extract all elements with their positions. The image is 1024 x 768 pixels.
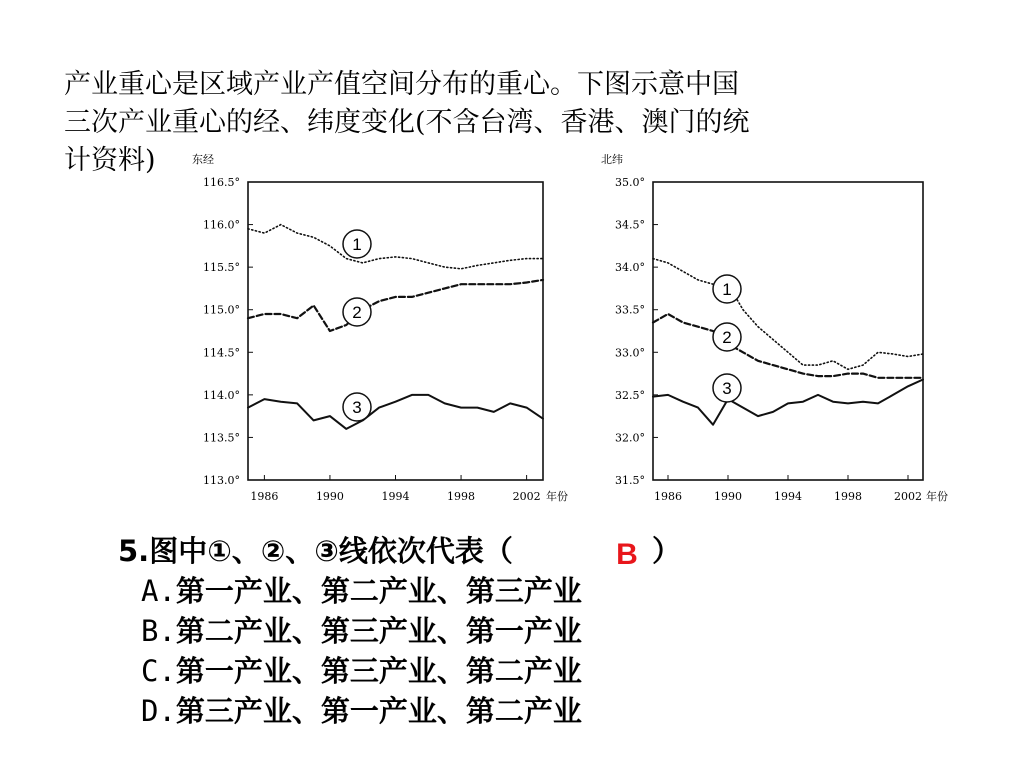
series-line-3 [248,395,543,429]
series-label: 3 [352,398,362,417]
series-label: 1 [352,235,362,254]
x-tick-label: 1990 [714,490,742,503]
x-axis-title: 年份 [546,490,568,503]
intro-line: 产业重心是区域产业产值空间分布的重心。下图示意中国 [64,69,739,100]
longitude-chart [182,148,582,520]
y-tick-label: 32.0° [615,431,645,445]
series-label: 3 [722,379,732,398]
series-line-2 [653,314,923,378]
x-tick-label: 1986 [250,490,279,503]
y-tick-label: 114.0° [203,388,240,402]
answer-mark: B [616,538,638,571]
y-tick-label: 115.5° [203,261,240,275]
series-label: 1 [722,280,732,299]
question-close-paren: ） [652,534,682,568]
option-d[interactable] [118,691,582,731]
x-tick-label: 1990 [315,490,344,503]
option-text: 第三产业、第一产业、第二产业 [175,694,582,728]
y-tick-label: 114.5° [203,346,240,360]
y-tick-label: 34.0° [615,261,645,275]
question-stem: 5.图中①、②、③线依次代表（ [118,534,513,568]
x-tick-label: 1998 [834,490,862,503]
chart-svg [582,148,982,520]
option-letter: A. [141,574,176,608]
y-tick-label: 113.0° [203,474,240,487]
series-line-1 [248,225,543,269]
y-tick-label: 33.5° [615,303,645,317]
x-tick-label: 2002 [512,490,541,503]
intro-line: 三次产业重心的经、纬度变化(不含台湾、香港、澳门的统 [64,107,750,138]
x-tick-label: 1994 [381,490,410,503]
y-tick-label: 115.0° [203,303,240,317]
option-letter: D. [141,694,176,728]
chart-svg [182,148,582,520]
y-tick-label: 113.5° [203,431,240,445]
y-tick-label: 116.0° [203,218,240,232]
x-tick-label: 1986 [654,490,682,503]
series-label: 2 [722,328,732,347]
series-label: 2 [352,303,362,322]
x-tick-label: 1998 [447,490,476,503]
option-text: 第二产业、第三产业、第一产业 [175,614,582,648]
y-tick-label: 116.5° [203,176,240,189]
y-tick-label: 34.5° [615,218,645,232]
y-tick-label: 32.5° [615,388,645,402]
y-tick-label: 35.0° [615,176,645,189]
x-axis-title: 年份 [926,490,948,503]
series-line-2 [248,280,543,331]
option-text: 第一产业、第二产业、第三产业 [175,574,582,608]
question-stem-line [118,531,682,571]
option-c[interactable] [118,651,582,691]
y-axis-title: 东经 [192,153,214,166]
y-tick-label: 31.5° [615,474,645,487]
series-line-1 [653,259,923,370]
question-block [118,531,682,731]
option-text: 第一产业、第三产业、第二产业 [175,654,582,688]
intro-line: 计资料) [64,145,156,176]
option-b[interactable] [118,611,582,651]
plot-frame [653,182,923,480]
y-axis-title: 北纬 [601,153,623,166]
x-tick-label: 2002 [894,490,922,503]
series-line-3 [653,380,923,425]
latitude-chart [582,148,982,520]
x-tick-label: 1994 [774,490,802,503]
y-tick-label: 33.0° [615,346,645,360]
option-a[interactable] [118,571,582,611]
plot-frame [248,182,543,480]
option-letter: C. [141,654,176,688]
option-letter: B. [141,614,176,648]
